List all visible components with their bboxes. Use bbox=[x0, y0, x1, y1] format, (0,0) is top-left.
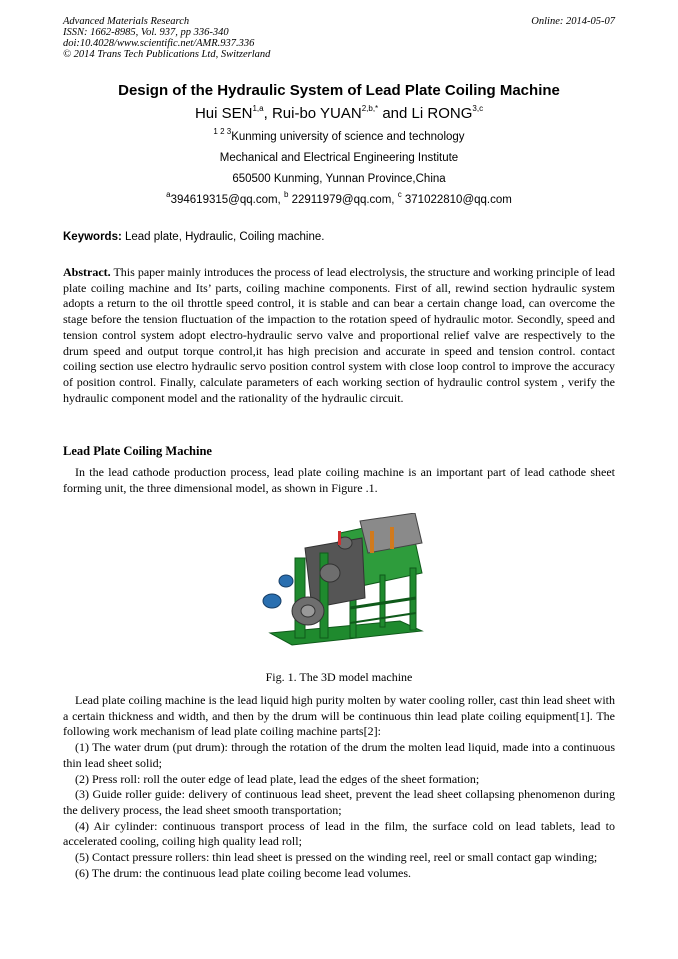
online-date: Online: 2014-05-07 bbox=[531, 16, 615, 27]
guide-roller bbox=[320, 564, 340, 582]
list-item: (5) Contact pressure rollers: thin lead sheet is pressed on the winding reel, reel or small contact gap winding; bbox=[75, 850, 598, 865]
email-address: 371022810@qq.com bbox=[401, 194, 512, 206]
list-item: Lead plate coiling machine is the lead liquid high purity molten by water cooling roller, cast thin lead sheet with a certain thickness and width, and then by the drum will be continuous thin lead plate coiling equipment[1]. The following work mechanism of lead plate coiling machine parts[2]: bbox=[63, 693, 615, 739]
list-item: (1) The water drum (put drum): through the rotation of the drum the molten lead liquid, made into a continuous thin lead sheet solid; bbox=[63, 740, 615, 770]
section-heading: Lead Plate Coiling Machine bbox=[63, 444, 212, 458]
machine-3d-figure bbox=[250, 513, 430, 663]
author-separator: , bbox=[263, 105, 272, 122]
author-sup: 3,c bbox=[472, 104, 484, 113]
author-name: Hui SEN bbox=[194, 105, 253, 122]
author-separator: and bbox=[378, 105, 412, 122]
list-item: (3) Guide roller guide: delivery of continuous lead sheet, prevent the lead sheet collapsing phenomenon during the delivery process, the lead sheet smooth transportation; bbox=[63, 787, 615, 817]
doi-line: doi:10.4028/www.scientific.net/AMR.937.336 bbox=[63, 38, 255, 49]
list-item: (6) The drum: the continuous lead plate coiling become lead volumes. bbox=[75, 865, 412, 880]
email-address: 394619315@qq.com, bbox=[170, 194, 284, 206]
author-list bbox=[0, 105, 678, 122]
email-sup: c bbox=[397, 190, 402, 200]
list-item: (2) Press roll: roll the outer edge of lead plate, lead the edges of the sheet formation; bbox=[75, 771, 480, 786]
journal-header bbox=[63, 16, 270, 60]
affiliation-address: 650500 Kunming, Yunnan Province,China bbox=[232, 173, 446, 185]
email-line bbox=[0, 190, 678, 206]
paper-title: Design of the Hydraulic System of Lead Plate Coiling Machine bbox=[118, 82, 560, 99]
journal-name: Advanced Materials Research bbox=[63, 16, 190, 27]
email-address: 22911979@qq.com, bbox=[288, 194, 398, 206]
keywords bbox=[63, 231, 615, 243]
keywords-text: Lead plate, Hydraulic, Coiling machine. bbox=[121, 231, 325, 243]
keywords-label: Keywords: bbox=[63, 231, 122, 243]
mechanism-list bbox=[63, 693, 615, 881]
copyright-line: © 2014 Trans Tech Publications Ltd, Switzerland bbox=[63, 49, 271, 60]
issn-line: ISSN: 1662-8985, Vol. 937, pp 336-340 bbox=[63, 27, 229, 38]
drum-hub bbox=[301, 605, 315, 617]
abstract-label: Abstract. bbox=[63, 265, 111, 279]
affiliation-institute: Mechanical and Electrical Engineering Institute bbox=[219, 152, 459, 164]
figure-caption: Fig. 1. The 3D model machine bbox=[265, 670, 413, 684]
email-sup: a bbox=[166, 190, 171, 200]
base-frame bbox=[270, 621, 422, 645]
author-name: Li RONG bbox=[411, 105, 473, 122]
affiliation-line bbox=[0, 127, 678, 143]
author-name: Rui-bo YUAN bbox=[271, 105, 362, 122]
author-sup: 2,b,* bbox=[361, 104, 379, 113]
accent-bar bbox=[338, 531, 341, 545]
email-sup: b bbox=[283, 190, 289, 200]
hydraulic-motor bbox=[279, 575, 293, 587]
accent-bar bbox=[390, 527, 394, 549]
intro-paragraph: In the lead cathode production process, lead plate coiling machine is an important part of lead cathode sheet forming unit, the three dimensional model, as shown in Figure .1. bbox=[63, 465, 615, 495]
author-sup: 1,a bbox=[252, 104, 264, 113]
list-item: (4) Air cylinder: continuous transport process of lead in the film, the surface cold on lead tablets, lead to accelerated cooling, coiling high quality lead roll; bbox=[63, 818, 615, 849]
abstract-text: This paper mainly introduces the process of lead electrolysis, the structure and working principle of lead plate coiling machine and Its’ parts, coiling machine components. First of all, rewind section hydraulic system adopts a return to the oil throttle speed control, it is stable and can bear a certain change load, can overcome the stage before the tension fluctuation of the impaction to the rotation speed of hydraulic motor. Secondly, speed and tension control system adopt electro-hydraulic servo valve and proportional relief valve are respectively to the drum speed and output torque control,it has high precision and accurate in speed and tension control. contact coiling section use electro hydraulic servo position control system with close loop control to improve the accuracy of position control. Finally, calculate parameters of each working section of hydraulic control system , verify the hydraulic component model and the rationality of the hydraulic circuit. bbox=[63, 265, 615, 405]
affiliation-university: Kunming university of science and technology bbox=[231, 131, 465, 143]
affiliation-sup: 1 2 3 bbox=[213, 127, 232, 137]
accent-bar bbox=[370, 531, 374, 553]
abstract bbox=[63, 265, 615, 406]
hydraulic-motor bbox=[263, 594, 281, 608]
